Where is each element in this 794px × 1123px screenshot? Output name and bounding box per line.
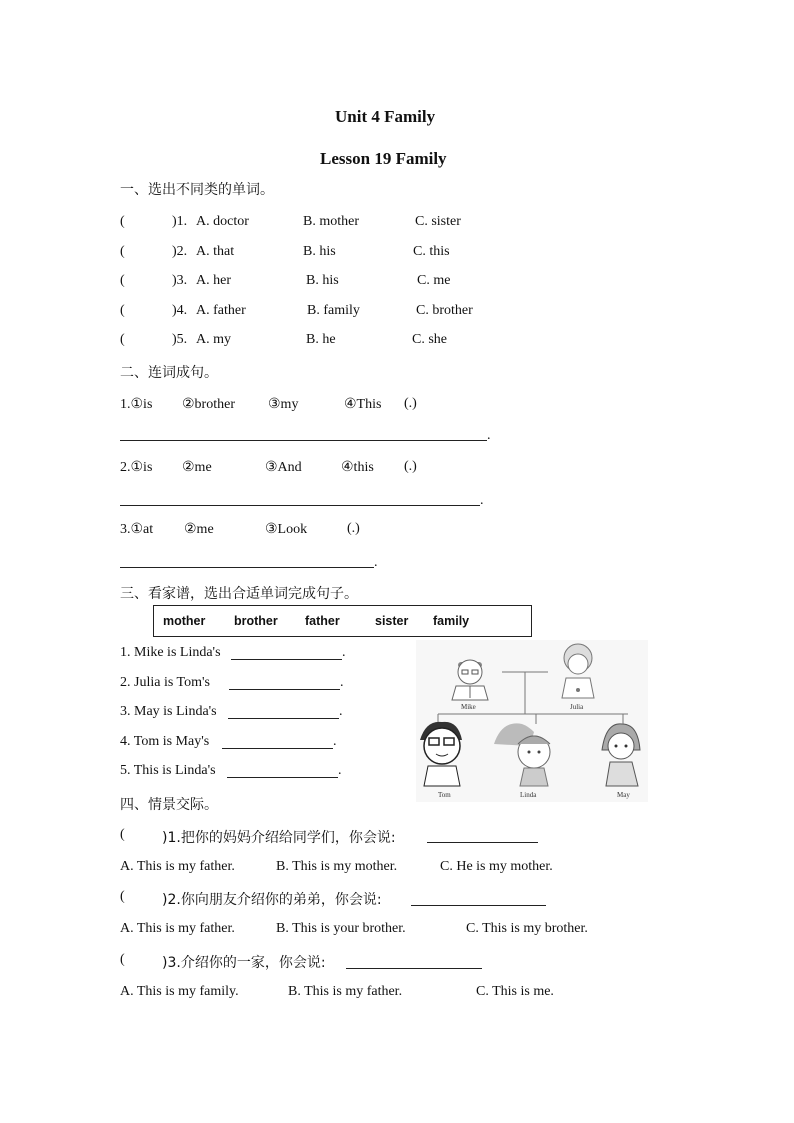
sentence-stem: 4. Tom is May's: [120, 734, 210, 749]
period: .: [340, 675, 344, 690]
option-b: B. This is your brother.: [276, 921, 406, 936]
word-1: 2.①is: [120, 460, 153, 475]
line-end-period: .: [487, 428, 491, 443]
word-3: ③And: [265, 460, 302, 475]
tom-figure: [420, 722, 462, 786]
section1-heading: 一、选出不同类的单词。: [120, 182, 274, 198]
option-a: A. This is my father.: [120, 859, 235, 874]
option-a: A. father: [196, 303, 246, 318]
answer-paren: (: [120, 244, 125, 259]
option-a: A. my: [196, 332, 231, 347]
option-a: A. that: [196, 244, 235, 259]
answer-line[interactable]: [120, 440, 487, 441]
word-bank-box: [153, 605, 532, 637]
line-end-period: .: [480, 493, 484, 508]
answer-blank[interactable]: [427, 842, 538, 843]
word-2: ②brother: [182, 397, 235, 412]
option-c: C. she: [412, 332, 447, 347]
answer-paren: (: [120, 889, 125, 904]
option-a: A. This is my father.: [120, 921, 235, 936]
option-a: A. This is my family.: [120, 984, 239, 999]
answer-blank[interactable]: [346, 968, 482, 969]
caption-mike: Mike: [461, 703, 476, 711]
word-bank-item: sister: [375, 614, 409, 628]
sentence-stem: 5. This is Linda's: [120, 763, 216, 778]
section4-heading: 四、情景交际。: [120, 797, 218, 813]
option-c: C. This is me.: [476, 984, 554, 999]
option-b: B. he: [306, 332, 336, 347]
option-c: C. He is my mother.: [440, 859, 553, 874]
word-4: ④This: [344, 397, 382, 412]
answer-paren: (: [120, 303, 125, 318]
option-b: B. his: [306, 273, 339, 288]
word-4: ④this: [341, 460, 374, 475]
option-b: B. family: [307, 303, 360, 318]
option-a: A. doctor: [196, 214, 249, 229]
item-number: )4.: [172, 303, 188, 318]
answer-blank[interactable]: [231, 659, 342, 660]
answer-paren: (: [120, 332, 125, 347]
line-end-period: .: [374, 555, 378, 570]
answer-paren: (: [120, 952, 125, 967]
sentence-stem: 2. Julia is Tom's: [120, 675, 210, 690]
option-b: B. his: [303, 244, 336, 259]
caption-tom: Tom: [438, 791, 451, 799]
word-3: ③my: [268, 397, 299, 412]
period: .: [342, 645, 346, 660]
item-number: )3.: [172, 273, 188, 288]
item-number: )2.: [172, 244, 188, 259]
answer-blank[interactable]: [228, 718, 339, 719]
option-c: C. This is my brother.: [466, 921, 588, 936]
word-3: ③Look: [265, 522, 308, 537]
item-number: )1.: [172, 214, 188, 229]
option-a: A. her: [196, 273, 231, 288]
answer-line[interactable]: [120, 505, 480, 506]
option-c: C. this: [413, 244, 450, 259]
answer-line[interactable]: [120, 567, 374, 568]
word-bank-item: father: [305, 614, 340, 628]
caption-linda: Linda: [520, 791, 537, 799]
answer-blank[interactable]: [229, 689, 340, 690]
option-c: C. sister: [415, 214, 461, 229]
item-number: )5.: [172, 332, 188, 347]
period: .: [338, 763, 342, 778]
unit-title: Unit 4 Family: [335, 107, 436, 126]
section2-heading: 二、连词成句。: [120, 365, 218, 381]
option-c: C. brother: [416, 303, 473, 318]
option-b: B. This is my mother.: [276, 859, 398, 874]
lesson-title: Lesson 19 Family: [320, 149, 447, 168]
section3-heading: 三、看家谱，选出合适单词完成句子。: [120, 586, 358, 602]
period: .: [339, 704, 343, 719]
answer-paren: (: [120, 214, 125, 229]
option-b: B. mother: [303, 214, 359, 229]
answer-blank[interactable]: [222, 748, 333, 749]
caption-may: May: [617, 791, 630, 799]
answer-blank[interactable]: [411, 905, 546, 906]
answer-blank[interactable]: [227, 777, 338, 778]
option-c: C. me: [417, 273, 451, 288]
option-b: B. This is my father.: [288, 984, 403, 999]
caption-julia: Julia: [570, 703, 584, 711]
sentence-stem: 3. May is Linda's: [120, 704, 217, 719]
word-4: (.): [347, 521, 360, 536]
family-tree-figure: [416, 640, 648, 802]
word-2: ②me: [182, 460, 212, 475]
word-1: 1.①is: [120, 397, 153, 412]
word-bank-item: family: [433, 614, 470, 628]
word-1: 3.①at: [120, 522, 154, 537]
word-bank-item: mother: [163, 614, 206, 628]
question-prompt: )2.你向朋友介绍你的弟弟，你会说:: [162, 892, 382, 908]
word-5: (.): [404, 396, 417, 411]
answer-paren: (: [120, 827, 125, 842]
question-prompt: )3.介绍你的一家，你会说:: [162, 955, 326, 971]
word-bank-item: brother: [234, 614, 278, 628]
answer-paren: (: [120, 273, 125, 288]
period: .: [333, 734, 337, 749]
question-prompt: )1.把你的妈妈介绍给同学们，你会说:: [162, 830, 396, 846]
word-2: ②me: [184, 522, 214, 537]
sentence-stem: 1. Mike is Linda's: [120, 645, 221, 660]
word-5: (.): [404, 459, 417, 474]
family-tree-lines: [416, 640, 648, 802]
